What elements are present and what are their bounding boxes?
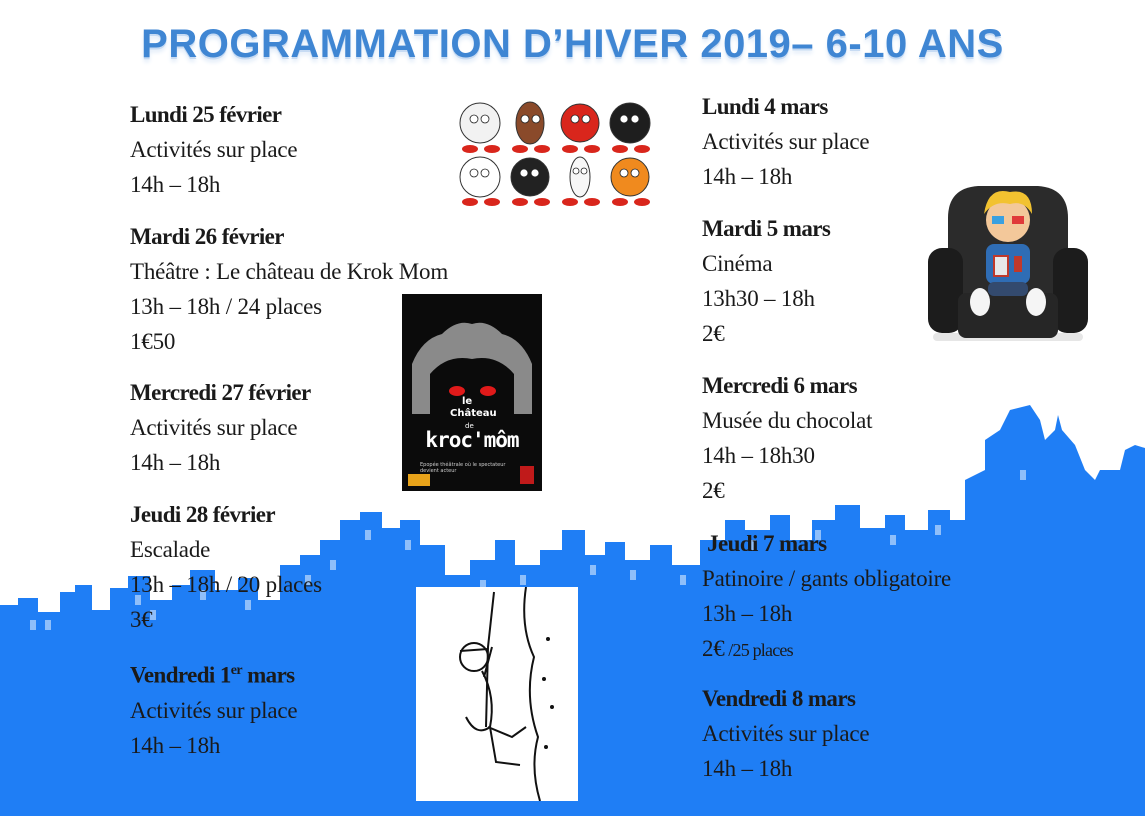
day-activity: Patinoire / gants obligatoire <box>702 566 952 591</box>
child-cinema-armchair-image <box>928 178 1088 346</box>
poster-tagline: Epopée théâtrale où le spectateur devient acteur <box>420 462 506 474</box>
poster-title-chateau: Château <box>450 408 497 419</box>
poster-title-le: le <box>462 396 473 407</box>
poster-title-de: de <box>465 422 474 430</box>
day-activity: Activités sur place <box>702 721 870 746</box>
day-time: 13h30 – 18h <box>702 286 815 311</box>
day-activity: Activités sur place <box>130 137 298 162</box>
day-price: 2€ <box>702 321 725 346</box>
day-time: 13h – 18h / 20 places <box>130 572 322 597</box>
day-time: 13h – 18h <box>702 601 793 626</box>
day-activity: Cinéma <box>702 251 773 276</box>
day-price-main: 2€ <box>702 636 725 661</box>
day-time: 14h – 18h <box>130 732 221 758</box>
day-date: Lundi 25 février <box>130 102 282 127</box>
day-date-main: Vendredi 1 <box>130 662 231 688</box>
day-date: Vendredi 8 mars <box>702 686 856 711</box>
day-date-superscript: er <box>230 663 242 678</box>
theatre-poster-image <box>402 294 542 491</box>
poster-title-krok: kroc'môm <box>425 428 519 452</box>
day-time: 14h – 18h <box>130 450 221 475</box>
schedule-day-jeudi-7 <box>702 527 1142 668</box>
day-activity: Escalade <box>130 537 211 562</box>
day-time: 13h – 18h / 24 places <box>130 294 322 319</box>
day-activity: Musée du chocolat <box>702 408 873 433</box>
day-date: Mercredi 6 mars <box>702 373 857 398</box>
schedule-day-vendredi-8 <box>702 682 1142 786</box>
day-date: Jeudi 7 mars <box>702 531 827 556</box>
day-activity: Activités sur place <box>130 415 298 440</box>
day-date: Lundi 4 mars <box>702 94 828 119</box>
day-time: 14h – 18h <box>130 172 221 197</box>
day-date: Mardi 26 février <box>130 224 284 249</box>
day-time: 14h – 18h <box>702 756 793 781</box>
day-activity: Théâtre : Le château de Krok Mom <box>130 259 449 284</box>
day-activity: Activités sur place <box>130 697 298 723</box>
page-title: PROGRAMMATION D’HIVER 2019– 6-10 ANS <box>141 22 1004 66</box>
day-activity: Activités sur place <box>702 129 870 154</box>
day-places: /25 places <box>724 640 793 660</box>
schedule-day-mercredi-6 <box>702 369 1142 508</box>
day-price <box>702 631 1142 668</box>
day-date: Mardi 5 mars <box>702 216 831 241</box>
day-date: Mercredi 27 février <box>130 380 311 405</box>
day-date-tail: mars <box>241 662 295 688</box>
day-price: 2€ <box>702 478 725 503</box>
sports-balls-image <box>452 95 662 210</box>
day-time: 14h – 18h <box>702 164 793 189</box>
day-date: Jeudi 28 février <box>130 502 275 527</box>
day-price: 1€50 <box>130 329 176 354</box>
day-price: 3€ <box>130 607 153 632</box>
climber-drawing-image <box>416 587 578 801</box>
day-time: 14h – 18h30 <box>702 443 815 468</box>
